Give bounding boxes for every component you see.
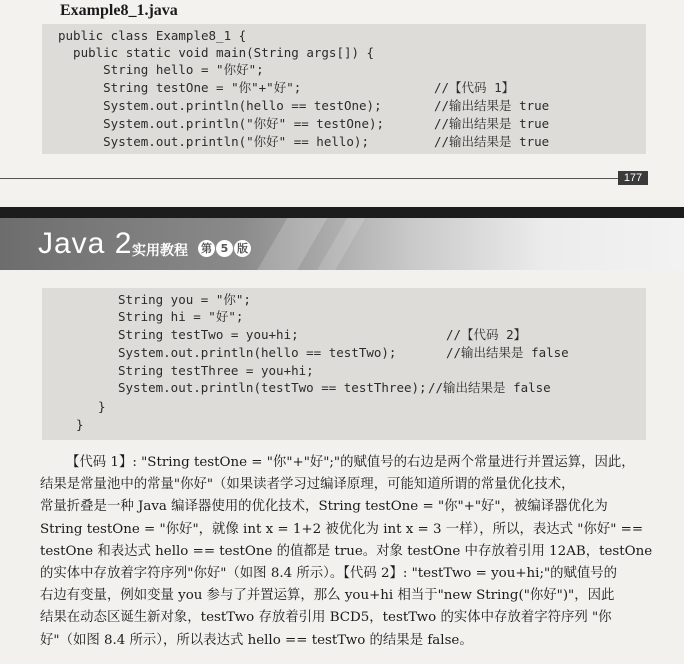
book-header-banner bbox=[0, 218, 684, 270]
code-line: System.out.println(hello == testTwo); bbox=[118, 345, 397, 360]
book-title: Java 2 bbox=[38, 227, 133, 260]
code-line: System.out.println("你好" == testOne); bbox=[58, 116, 385, 131]
code-line: public static void main(String args[]) { bbox=[58, 45, 375, 60]
code-line: String testOne = "你"+"好"; bbox=[58, 80, 302, 95]
code-comment: //输出结果是 false bbox=[428, 380, 551, 395]
code-line: System.out.println(hello == testOne); bbox=[58, 98, 382, 113]
paragraph-line: 结果在动态区诞生新对象，testTwo 存放着引用 BCD5，testTwo 的实体中存放着字符序列 "你 bbox=[40, 610, 612, 626]
code-line: System.out.println(testTwo == testThree); bbox=[118, 380, 427, 395]
paragraph-line: 常量折叠是一种 Java 编译器使用的优化技术，String testOne = "你"+"好"，被编译器优化为 bbox=[40, 499, 608, 515]
code-line: String testTwo = you+hi; bbox=[118, 327, 299, 342]
code-comment: //输出结果是 true bbox=[434, 134, 550, 149]
page-number-badge: 177 bbox=[618, 171, 648, 185]
code-block-example bbox=[42, 24, 646, 154]
previous-page-region bbox=[0, 0, 684, 200]
edition-badge: 版 bbox=[234, 240, 251, 257]
paragraph-line: 右边有变量，例如变量 you 参与了并置运算，那么 you+hi 相当于"new String("你好")"，因此 bbox=[40, 588, 615, 604]
book-subtitle: 实用教程 bbox=[132, 243, 188, 259]
code-line: String testThree = you+hi; bbox=[118, 363, 314, 378]
code-comment: //输出结果是 true bbox=[434, 116, 550, 131]
code-comment: //【代码 2】 bbox=[446, 327, 527, 342]
code-comment: //输出结果是 true bbox=[434, 98, 550, 113]
explanation-paragraph bbox=[40, 452, 662, 652]
code-line: String hello = "你好"; bbox=[58, 62, 264, 77]
code-comment: //【代码 1】 bbox=[434, 80, 515, 95]
paragraph-line: 结果是常量池中的常量"你好"（如果读者学习过编译原理，可能知道所谓的常量优化技术， bbox=[40, 477, 575, 493]
code-comment: //输出结果是 false bbox=[446, 345, 569, 360]
paragraph-line: 的实体中存放着字符序列"你好"（如图 8.4 所示）。【代码 2】: "testTwo = you+hi;"的赋值号的 bbox=[40, 565, 618, 581]
edition-badge: 第 bbox=[198, 240, 215, 257]
code-line: } bbox=[98, 399, 106, 414]
paragraph-line: String testOne = "你好"，就像 int x = 1+2 被优化为 int x = 3 一样），所以，表达式 "你好" == bbox=[40, 521, 644, 537]
paragraph-line: 好"（如图 8.4 所示），所以表达式 hello == testTwo 的结果是 false。 bbox=[40, 632, 473, 648]
code-line: String you = "你"; bbox=[118, 292, 251, 307]
code-line: System.out.println("你好" == hello); bbox=[58, 134, 369, 149]
code-block-continued bbox=[42, 288, 646, 440]
page-separator bbox=[0, 207, 684, 218]
code-line: public class Example8_1 { bbox=[58, 28, 247, 43]
paragraph-line: 【代码 1】: "String testOne = "你"+"好";"的赋值号的右边是两个常量进行并置运算，因此， bbox=[66, 455, 635, 470]
file-name-heading: Example8_1.java bbox=[60, 2, 178, 19]
code-line: String hi = "好"; bbox=[118, 309, 244, 324]
page-footer-rule bbox=[0, 178, 620, 179]
paragraph-line: testOne 和表达式 hello == testOne 的值都是 true。对象 testOne 中存放着引用 12AB，testOne bbox=[40, 543, 653, 559]
edition-badge: 5 bbox=[216, 240, 233, 257]
code-line: } bbox=[76, 417, 84, 432]
